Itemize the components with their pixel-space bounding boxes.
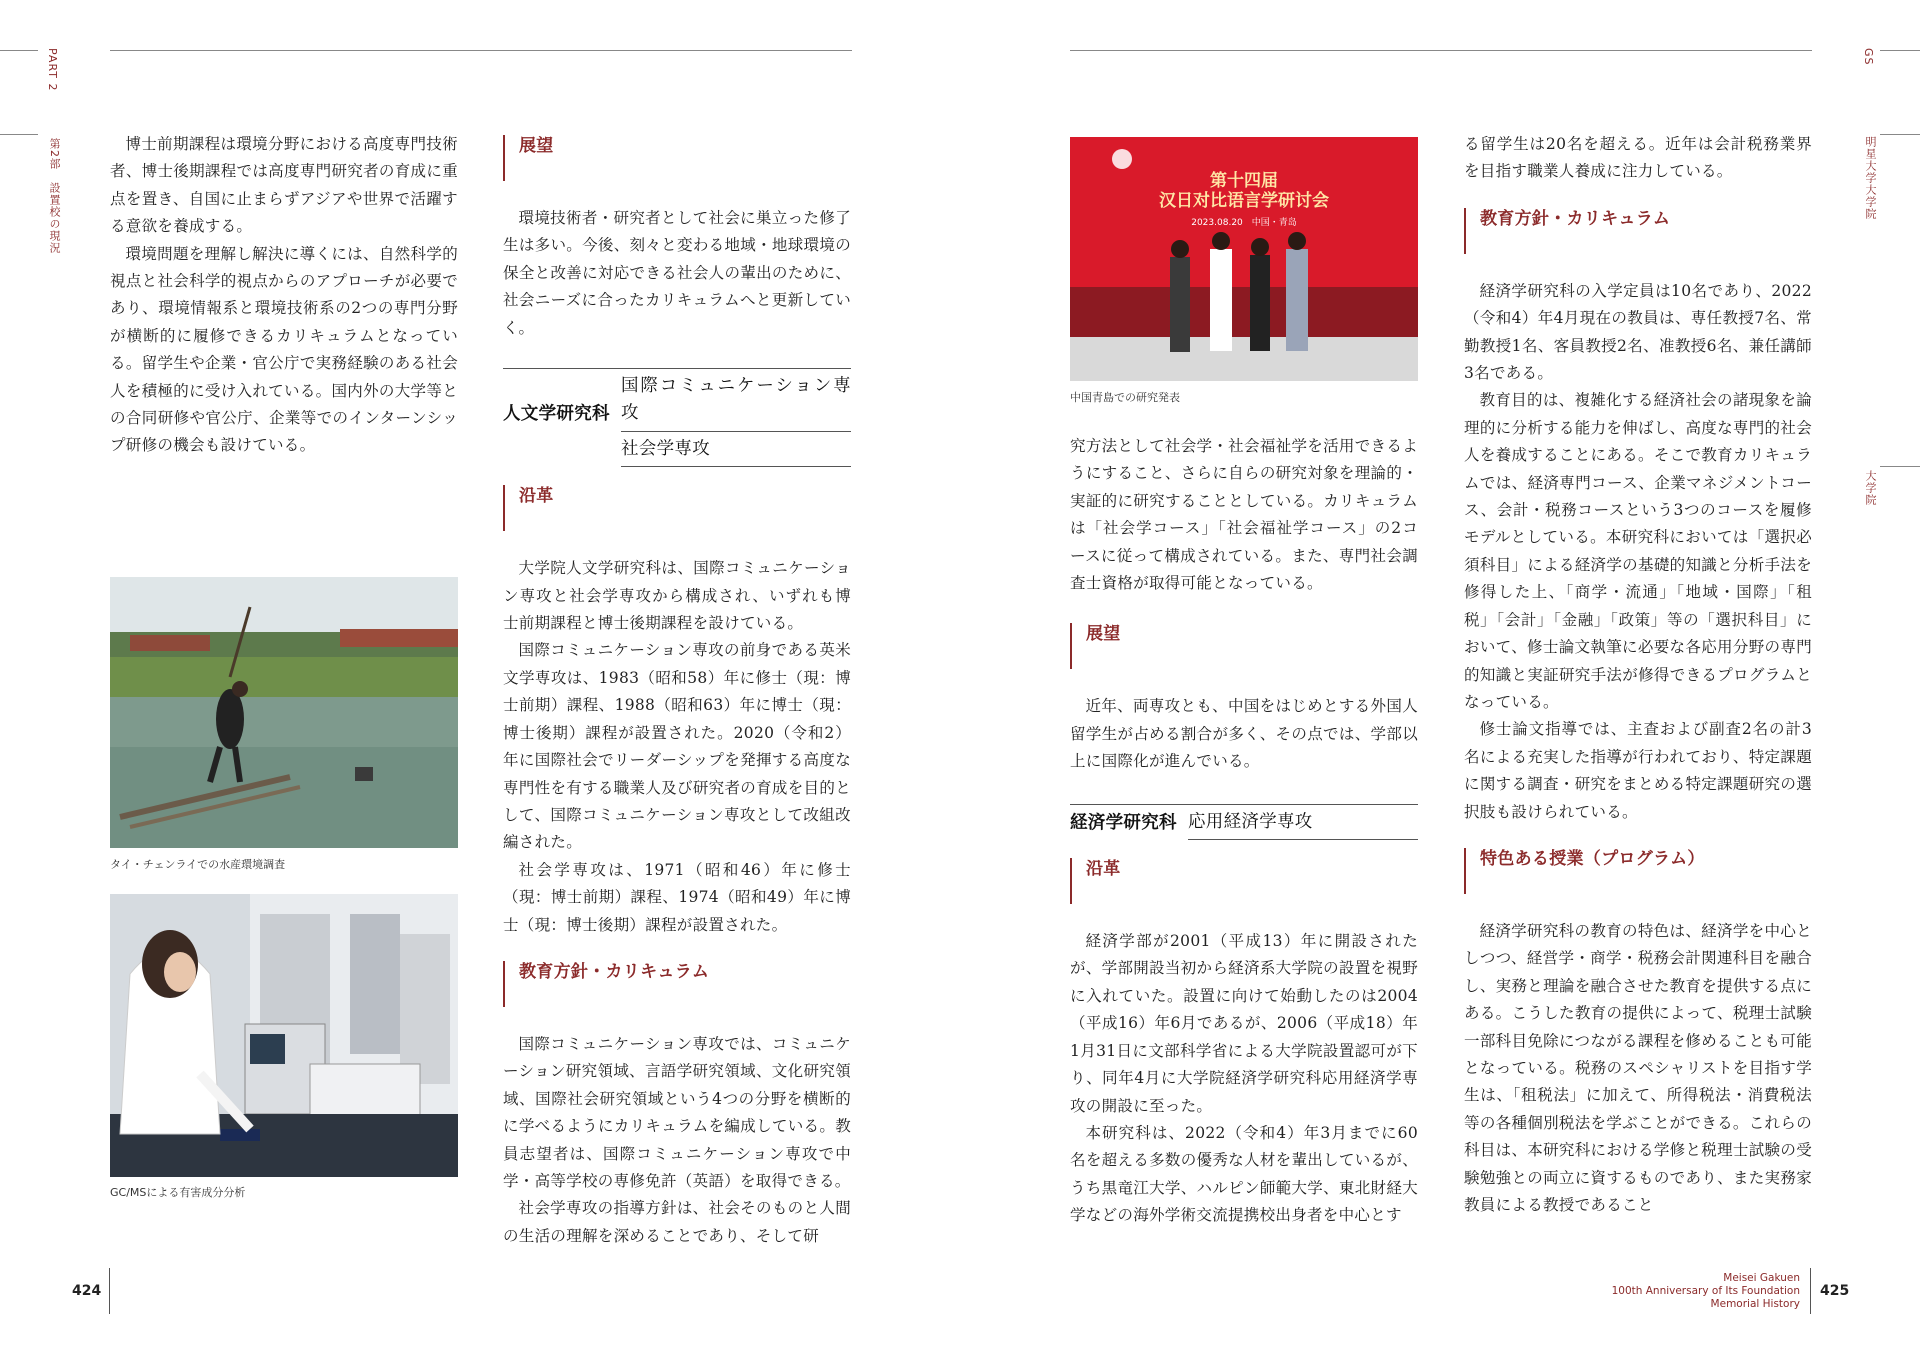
paragraph: 国際コミュニケーション専攻では、コミュニケーション研究領域、言語学研究領域、文化研究領域、国際社会研究領域という4つの分野を横断的に学べるようにカリキュラムを編成している。教員志望者は、国際コミュニケーション専攻で中学・高等学校の専修免許（英語）を取得できる。 <box>503 1034 851 1190</box>
photo-caption: GC/MSによる有害成分分析 <box>110 1186 246 1199</box>
photo-caption: 中国青島での研究発表 <box>1070 391 1180 404</box>
side-rule <box>1880 50 1920 51</box>
section-heading-vision: 展望 <box>503 135 851 183</box>
pond-survey-image <box>110 577 458 848</box>
paragraph: 社会学専攻は、1971（昭和46）年に修士（現：博士前期）課程、1974（昭和49）年に博士（現：博士後期）課程が設置された。 <box>503 860 851 934</box>
side-rule <box>1880 134 1920 135</box>
paragraph: 修士論文指導では、主査および副査2名の計3名による充実した指導が行われており、特定課題に関する調査・研究をまとめる特定課題研究の選択肢も設けられている。 <box>1464 720 1812 821</box>
major-name: 国際コミュニケーション専攻 <box>621 373 851 432</box>
section-heading-history: 沿革 <box>503 485 851 533</box>
paragraph: る留学生は20名を超える。近年は会計税務業界を目指す職業人養成に注力している。 <box>1464 135 1812 181</box>
footer-rule <box>109 1268 110 1314</box>
paragraph: 環境問題を理解し解決に導くには、自然科学的視点と社会科学的視点からのアプローチが必要であり、環境情報系と環境技術系の2つの専門分野が横断的に履修できるカリキュラムとなっている。留学生や企業・官公庁で実務経験のある社会人を積極的に受け入れている。国内外の大学等との合同研修や官公庁、企業等でのインターンシップ研修の機会も設けている。 <box>110 244 458 455</box>
graduate-school-heading <box>1070 804 1418 840</box>
top-rule-left <box>110 50 852 51</box>
banner-subtitle: 2023.08.20 中国・青岛 <box>1191 218 1297 228</box>
paragraph: 経済学研究科の入学定員は10名であり、2022（令和4）年4月現在の教員は、専任教授7名、常勤教授1名、客員教授2名、准教授6名、兼任講師3名である。 <box>1464 281 1812 383</box>
major-name: 応用経済学専攻 <box>1188 809 1418 840</box>
university-label: 明星大学大学院 <box>1864 136 1877 220</box>
paragraph: 経済学研究科の教育の特色は、経済学を中心としつつ、経営学・商学・税務会計関連科目を融合し、実務と理論を融合させた教育を提供する点にある。こうした教育の提供によって、税理士試験一部科目免除につながる課程を修めることも可能となっている。税務のスペシャリストを目指す学生は、「租税法」に加えて、所得税法・消費税法等の各種個別税法を学ぶことができる。これらの科目は、本研究科における学修と税理士試験の受験勉強との両立に資するものであり、また実務家教員による教授であること <box>1464 921 1812 1214</box>
paragraph: 国際コミュニケーション専攻の前身である英米文学専攻は、1983（昭和58）年に修士（現：博士前期）課程、1988（昭和63）年に博士（現：博士後期）課程が設置された。2020（令和2）年に国際社会でリーダーシップを発揮する高度な専門性を有する職業人及び研究者の育成を目的として、国際コミュニケーション専攻として改組改編された。 <box>503 641 851 852</box>
part-label: PART 2 <box>46 48 59 92</box>
side-rule <box>1880 466 1920 467</box>
photo-lab-analysis <box>110 894 458 1177</box>
section-heading-policy: 教育方針・カリキュラム <box>1464 208 1812 256</box>
gs-label: GS <box>1862 48 1875 66</box>
left-column-1 <box>110 131 458 460</box>
banner-title: 第十四届 汉日对比语言学研讨会 <box>1159 171 1329 211</box>
paragraph: 社会学専攻の指導方針は、社会そのものと人間の生活の理解を深めることであり、そして研 <box>503 1199 851 1245</box>
section-heading-features: 特色ある授業（プログラム） <box>1464 848 1812 896</box>
paragraph: 教育目的は、複雑化する経済社会の諸現象を論理的に分析する能力を伸ばし、高度な専門的社会人を養成することにある。そこで教育カリキュラムでは、経済専門コース、企業マネジメントコース、会計・税務コースという3つのコースを履修モデルとしている。本研究科においては「選択必須科目」による経済学の基礎的知識と分析手法を修得した上、「商学・流通」「地域・国際」「租税」「会計」「金融」「政策」等の「選択科目」において、修士論文執筆に必要な各応用分野の専門的知識と実証研究手法が修得できるプログラムとなっている。 <box>1464 391 1812 711</box>
top-rule-right <box>1070 50 1812 51</box>
right-column-2 <box>1464 131 1812 1219</box>
lab-analysis-image <box>110 894 458 1177</box>
photo-pond-survey <box>110 577 458 848</box>
paragraph: 本研究科は、2022（令和4）年3月までに60名を超える多数の優秀な人材を輩出しているが、うち黒竜江大学、ハルピン師範大学、東北財経大学などの海外学術交流提携校出身者を中心とす <box>1070 1123 1418 1225</box>
paragraph: 近年、両専攻とも、中国をはじめとする外国人留学生が占める割合が多く、その点では、学部以上に国際化が進んでいる。 <box>1070 697 1418 771</box>
paragraph: 究方法として社会学・社会福祉学を活用できるようにすること、さらに自らの研究対象を理論的・実証的に研究することとしている。カリキュラムは「社会学コース」「社会福祉学コース」の2コースに従って構成されている。また、専門社会調査士資格が取得可能となっている。 <box>1070 437 1418 593</box>
section-heading-policy: 教育方針・カリキュラム <box>503 961 851 1009</box>
page-number-right: 425 <box>1820 1283 1850 1299</box>
paragraph: 環境技術者・研究者として社会に巣立った修了生は多い。今後、刻々と変わる地域・地球環境の保全と改善に対応できる社会人の輩出のために、社会ニーズに合ったカリキュラムへと更新していく。 <box>503 209 851 337</box>
graduate-school-name: 経済学研究科 <box>1070 812 1177 833</box>
left-column-2 <box>503 131 851 1250</box>
section-heading-vision: 展望 <box>1070 623 1418 671</box>
side-rule <box>0 134 38 135</box>
chapter-label: 第2部 設置校の現況 <box>48 138 61 254</box>
paragraph: 博士前期課程は環境分野における高度専門技術者、博士後期課程では高度専門研究者の育成に重点を置き、自国に止まらずアジアや世界で活躍する意欲を養成する。 <box>110 135 458 236</box>
side-rule <box>0 50 38 51</box>
graduate-label: 大学院 <box>1864 470 1877 506</box>
photo-conference <box>1070 137 1418 381</box>
section-heading-history: 沿革 <box>1070 858 1418 906</box>
major-name: 社会学専攻 <box>621 436 851 467</box>
page-number-left: 424 <box>72 1283 102 1299</box>
footer-series-title: Meisei Gakuen 100th Anniversary of Its Foundation Memorial History <box>1611 1272 1800 1310</box>
paragraph: 大学院人文学研究科は、国際コミュニケーション専攻と社会学専攻から構成され、いずれも博士前期課程と博士後期課程を設けている。 <box>503 559 851 633</box>
footer-rule <box>1810 1268 1811 1314</box>
paragraph: 経済学部が2001（平成13）年に開設されたが、学部開設当初から経済系大学院の設置を視野に入れていた。設置に向けて始動したのは2004（平成16）年6月であるが、2006（平成18）年1月31日に文部科学省による大学院設置認可が下り、同年4月に大学院経済学研究科応用経済学専攻の開設に至った。 <box>1070 932 1418 1115</box>
photo-caption: タイ・チェンライでの水産環境調査 <box>110 858 286 871</box>
graduate-school-heading <box>503 368 851 467</box>
graduate-school-name: 人文学研究科 <box>503 404 610 425</box>
right-column-1 <box>1070 433 1418 1230</box>
